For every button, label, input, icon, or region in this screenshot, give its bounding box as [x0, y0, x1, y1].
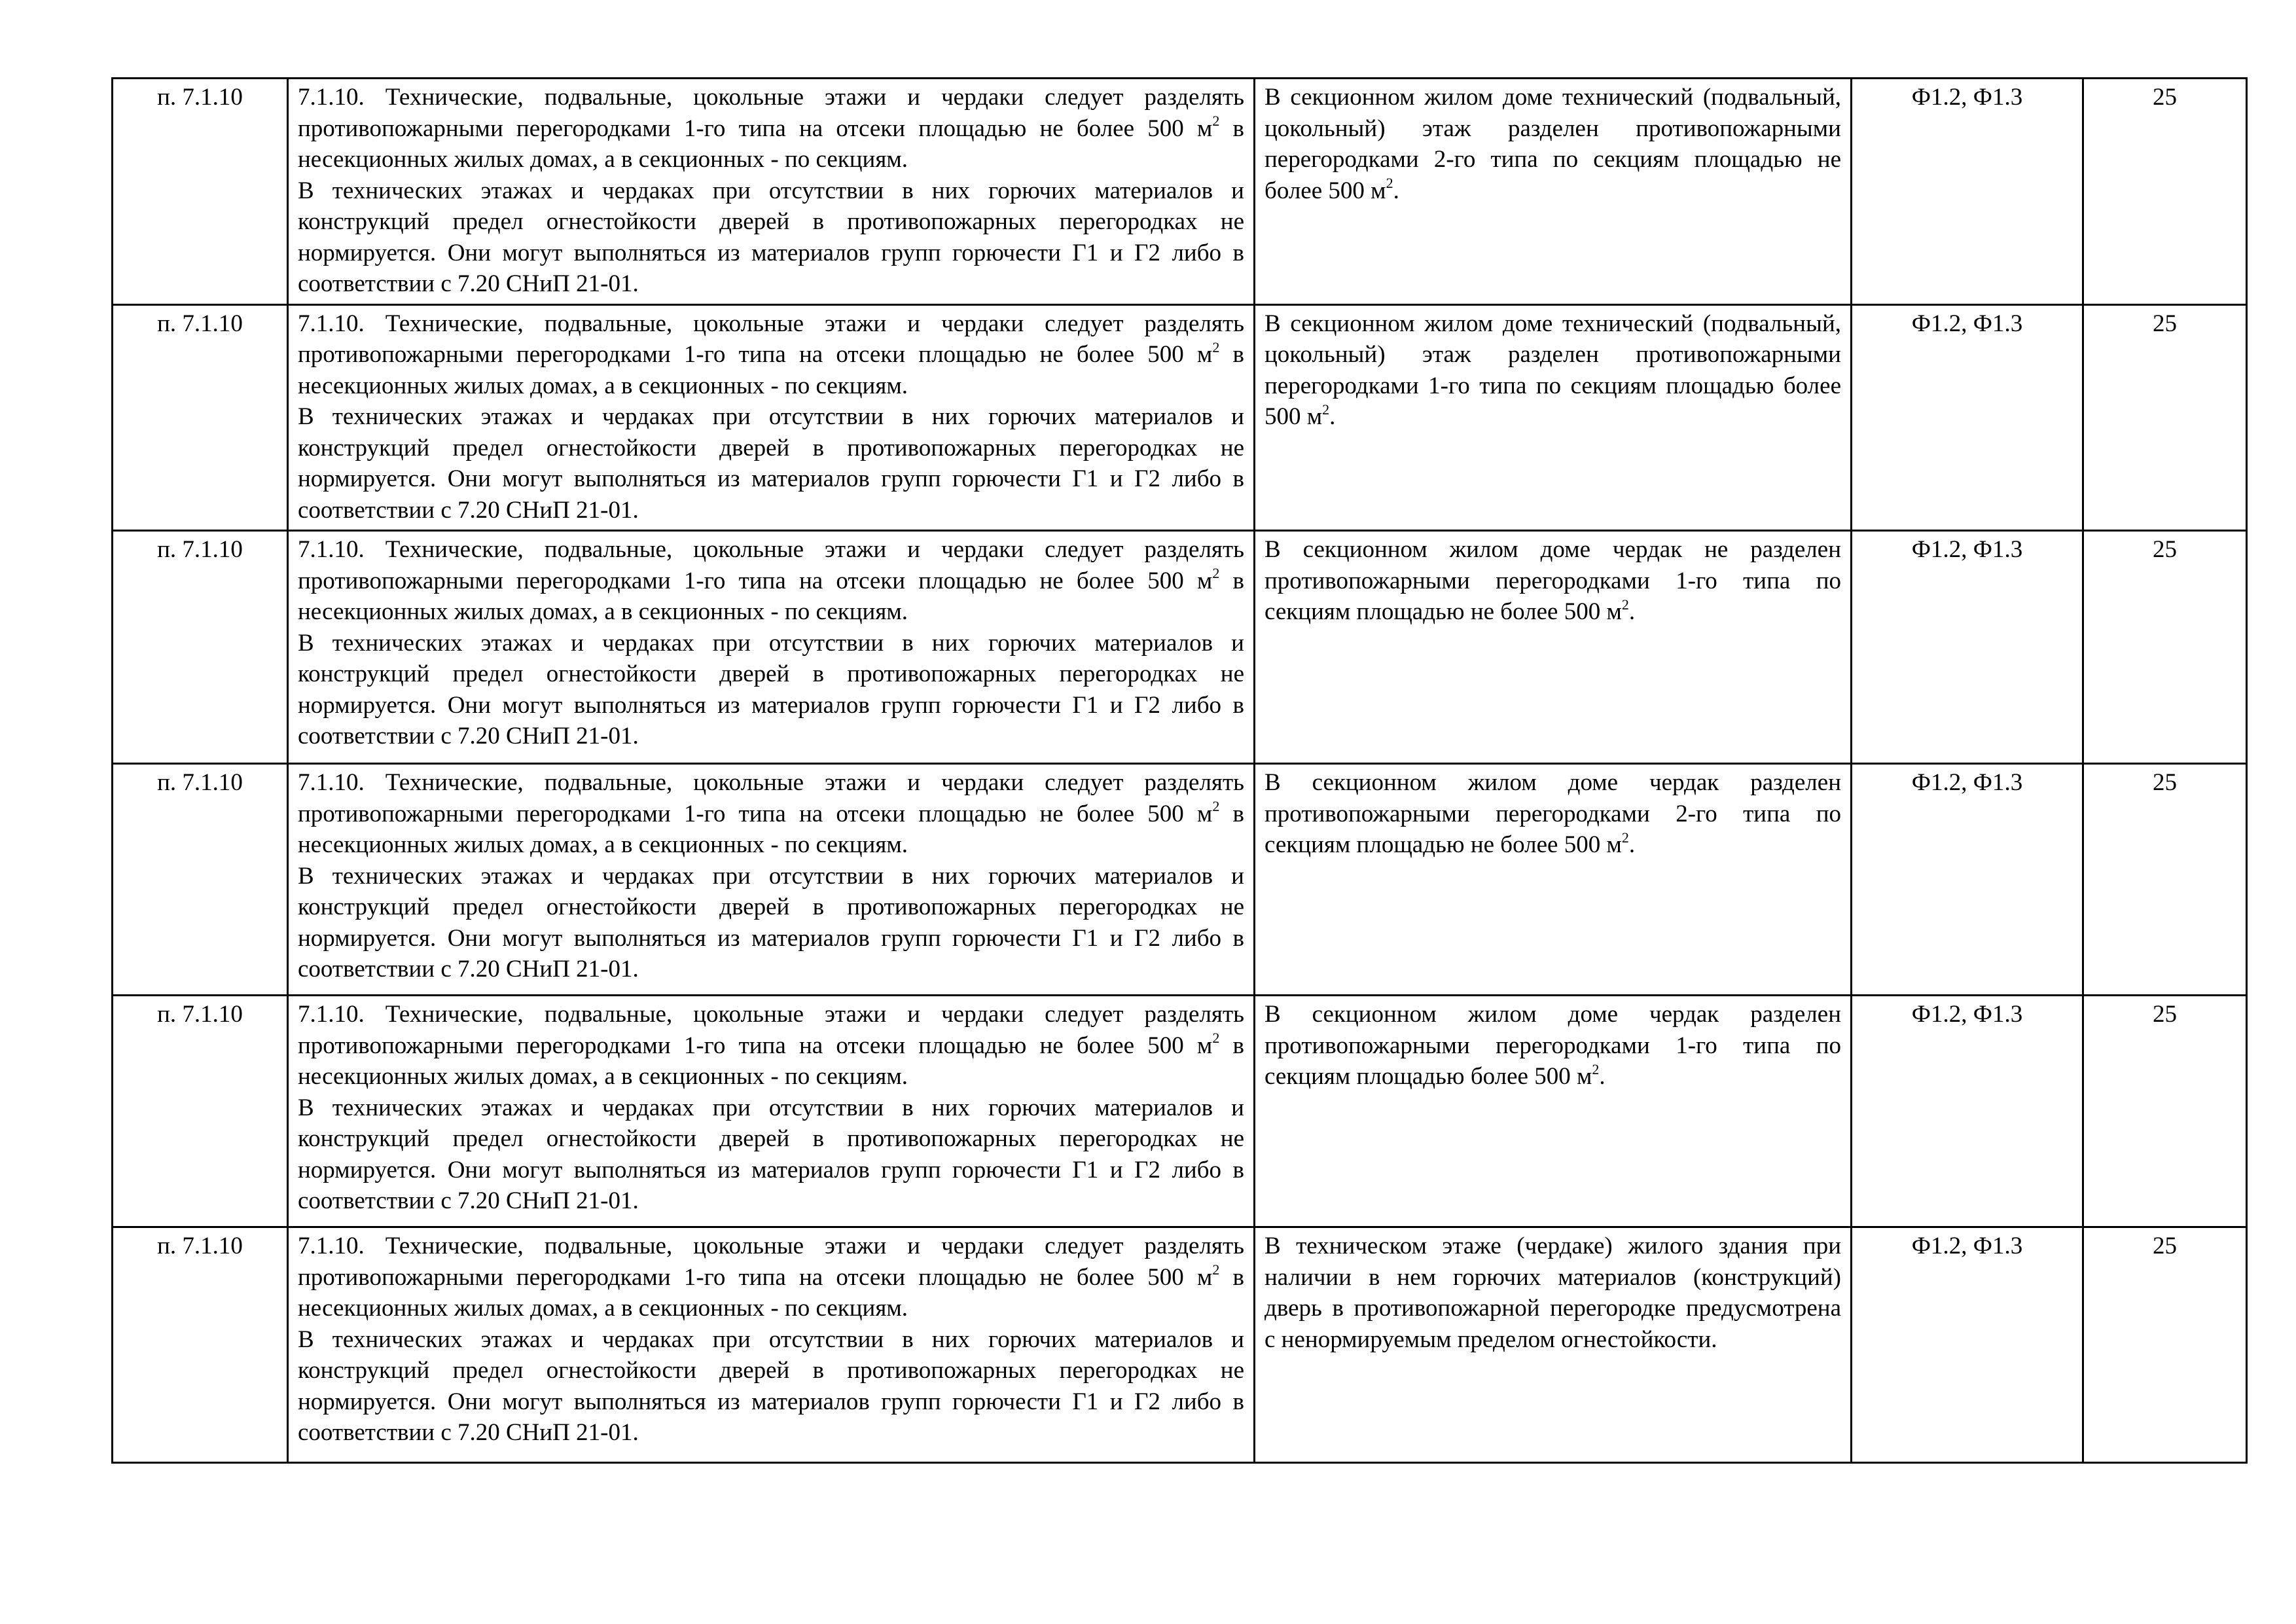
table-row: [113, 79, 2247, 305]
functional-class: Ф1.2, Ф1.3: [1852, 996, 2083, 1227]
norm-reference: п. 7.1.10: [113, 996, 288, 1227]
violation-text: В секционном жилом доме чердак не разделен противопожарными перегородками 1-го типа по секциям площадью не более 500 $м^2$.: [1255, 531, 1852, 764]
table-row: [113, 531, 2247, 764]
norm-text-cell: [288, 531, 1255, 764]
norm-text-paragraph-1: 7.1.10. Технические, подвальные, цокольные этажи и чердаки следует разделять противопожарными перегородками 1-го типа на отсеки площадью не более 500 $м^2$ в несекционных жилых домах, а в секционных - по секциям.: [298, 84, 1244, 173]
violation-text: В секционном жилом доме технический (подвальный, цокольный) этаж разделен противопожарными перегородками 2-го типа по секциям площадью не более 500 $м^2$.: [1255, 79, 1852, 305]
amount-value: 25: [2083, 764, 2247, 996]
functional-class: Ф1.2, Ф1.3: [1852, 79, 2083, 305]
norm-text-paragraph-2: В технических этажах и чердаках при отсутствии в них горючих материалов и конструкций предел огнестойкости дверей в противопожарных перегородках не нормируется. Они могут выполняться из материалов групп горючести Г1 и Г2 либо в соответствии с 7.20 СНиП 21-01.: [298, 1326, 1244, 1446]
violations-table: [111, 77, 2248, 1464]
norm-reference: п. 7.1.10: [113, 531, 288, 764]
functional-class: Ф1.2, Ф1.3: [1852, 304, 2083, 531]
norm-text-cell: [288, 304, 1255, 531]
norm-text-paragraph-1: 7.1.10. Технические, подвальные, цокольные этажи и чердаки следует разделять противопожарными перегородками 1-го типа на отсеки площадью не более 500 $м^2$ в несекционных жилых домах, а в секционных - по секциям.: [298, 769, 1244, 858]
amount-value: 25: [2083, 79, 2247, 305]
norm-text-cell: [288, 764, 1255, 996]
norm-text-paragraph-1: 7.1.10. Технические, подвальные, цокольные этажи и чердаки следует разделять противопожарными перегородками 1-го типа на отсеки площадью не более 500 $м^2$ в несекционных жилых домах, а в секционных - по секциям.: [298, 1001, 1244, 1090]
violation-text: В секционном жилом доме чердак разделен противопожарными перегородками 2-го типа по секциям площадью не более 500 $м^2$.: [1255, 764, 1852, 996]
amount-value: 25: [2083, 304, 2247, 531]
violation-text: В секционном жилом доме технический (подвальный, цокольный) этаж разделен противопожарными перегородками 1-го типа по секциям площадью более 500 $м^2$.: [1255, 304, 1852, 531]
norm-text-paragraph-2: В технических этажах и чердаках при отсутствии в них горючих материалов и конструкций предел огнестойкости дверей в противопожарных перегородках не нормируется. Они могут выполняться из материалов групп горючести Г1 и Г2 либо в соответствии с 7.20 СНиП 21-01.: [298, 629, 1244, 749]
table-row: [113, 304, 2247, 531]
norm-text-paragraph-2: В технических этажах и чердаках при отсутствии в них горючих материалов и конструкций предел огнестойкости дверей в противопожарных перегородках не нормируется. Они могут выполняться из материалов групп горючести Г1 и Г2 либо в соответствии с 7.20 СНиП 21-01.: [298, 1094, 1244, 1214]
norm-text-paragraph-2: В технических этажах и чердаках при отсутствии в них горючих материалов и конструкций предел огнестойкости дверей в противопожарных перегородках не нормируется. Они могут выполняться из материалов групп горючести Г1 и Г2 либо в соответствии с 7.20 СНиП 21-01.: [298, 862, 1244, 983]
norm-text-paragraph-2: В технических этажах и чердаках при отсутствии в них горючих материалов и конструкций предел огнестойкости дверей в противопожарных перегородках не нормируется. Они могут выполняться из материалов групп горючести Г1 и Г2 либо в соответствии с 7.20 СНиП 21-01.: [298, 177, 1244, 297]
norm-text-paragraph-1: 7.1.10. Технические, подвальные, цокольные этажи и чердаки следует разделять противопожарными перегородками 1-го типа на отсеки площадью не более 500 $м^2$ в несекционных жилых домах, а в секционных - по секциям.: [298, 1233, 1244, 1322]
norm-text-cell: [288, 79, 1255, 305]
violation-text: В техническом этаже (чердаке) жилого здания при наличии в нем горючих материалов (конструкций) дверь в противопожарной перегородке предусмотрена с ненормируемым пределом огнестойкости.: [1255, 1227, 1852, 1463]
norm-text-cell: [288, 1227, 1255, 1463]
norm-reference: п. 7.1.10: [113, 764, 288, 996]
norm-reference: п. 7.1.10: [113, 79, 288, 305]
norm-reference: п. 7.1.10: [113, 304, 288, 531]
amount-value: 25: [2083, 996, 2247, 1227]
functional-class: Ф1.2, Ф1.3: [1852, 531, 2083, 764]
functional-class: Ф1.2, Ф1.3: [1852, 764, 2083, 996]
norm-reference: п. 7.1.10: [113, 1227, 288, 1463]
norm-text-paragraph-1: 7.1.10. Технические, подвальные, цокольные этажи и чердаки следует разделять противопожарными перегородками 1-го типа на отсеки площадью не более 500 $м^2$ в несекционных жилых домах, а в секционных - по секциям.: [298, 536, 1244, 625]
amount-value: 25: [2083, 1227, 2247, 1463]
functional-class: Ф1.2, Ф1.3: [1852, 1227, 2083, 1463]
table-row: [113, 1227, 2247, 1463]
amount-value: 25: [2083, 531, 2247, 764]
violation-text: В секционном жилом доме чердак разделен противопожарными перегородками 1-го типа по секциям площадью более 500 $м^2$.: [1255, 996, 1852, 1227]
table-row: [113, 996, 2247, 1227]
norm-text-paragraph-2: В технических этажах и чердаках при отсутствии в них горючих материалов и конструкций предел огнестойкости дверей в противопожарных перегородках не нормируется. Они могут выполняться из материалов групп горючести Г1 и Г2 либо в соответствии с 7.20 СНиП 21-01.: [298, 403, 1244, 524]
table-body: [113, 79, 2247, 1463]
norm-text-cell: [288, 996, 1255, 1227]
table-row: [113, 764, 2247, 996]
norm-text-paragraph-1: 7.1.10. Технические, подвальные, цокольные этажи и чердаки следует разделять противопожарными перегородками 1-го типа на отсеки площадью не более 500 $м^2$ в несекционных жилых домах, а в секционных - по секциям.: [298, 310, 1244, 399]
